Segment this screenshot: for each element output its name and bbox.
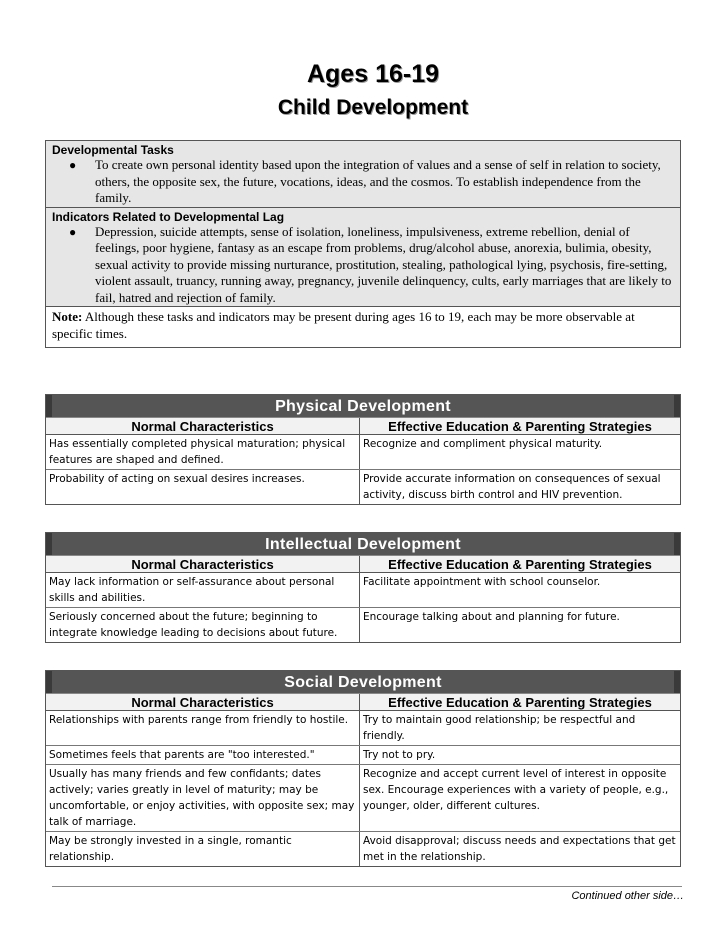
normal-cell: Seriously concerned about the future; beginning to integrate knowledge leading to decisions about future. [46,608,360,642]
column-header-row [46,418,680,435]
note [46,307,680,347]
developmental-tasks-text: To create own personal identity based upon the integration of values and a sense of self in relation to society, others, the opposite sex, the future, vocations, ideas, and the cosmos. To establish independence from the family. [95,157,661,205]
physical-development-table [45,394,681,505]
column-header-row [46,694,680,711]
bullet-icon: ● [69,224,77,239]
indicators-item [69,223,674,307]
developmental-tasks-heading: Developmental Tasks [52,143,174,157]
normal-characteristics-header: Normal Characteristics [46,556,360,572]
normal-characteristics-header: Normal Characteristics [46,418,360,434]
intellectual-heading: Intellectual Development [265,536,461,553]
strategy-cell: Facilitate appointment with school counselor. [363,576,601,588]
normal-characteristics-header: Normal Characteristics [46,694,360,710]
indicators-text: Depression, suicide attempts, sense of isolation, loneliness, impulsiveness, extreme rebellion, denial of feelings, poor hygiene, fantasy as an escape from problems, drug/alcohol abuse, anorexia, bulimia, obesity, sexual activity to provide missing nurturance, prostitution, stealing, pathological lying, psychosis, fire-setting, violent assault, truancy, running away, pregnancy, juvenile delinquency, cults, early marriages that are likely to fail, hatred and rejection of family. [95,223,672,305]
continued-note: Continued other side… [571,890,684,902]
normal-cell: May lack information or self-assurance about personal skills and abilities. [46,573,360,607]
indicators-heading: Indicators Related to Developmental Lag [52,209,285,224]
strategies-header: Effective Education & Parenting Strategies [388,695,652,710]
table-row [46,745,680,764]
normal-cell: May be strongly invested in a single, romantic relationship. [46,832,360,866]
physical-heading: Physical Development [275,398,451,415]
table-body [46,435,680,504]
intro-box [45,140,681,348]
page-title: Ages 16-19 [306,60,440,88]
developmental-tasks-section [46,141,680,208]
bullet-icon: ● [69,158,77,172]
normal-cell: Usually has many friends and few confidants; dates actively; varies greatly in level of maturity; may be uncomfortable, or enjoy activities, with opposite sex; may talk of marriage. [46,765,360,831]
strategy-cell: Try to maintain good relationship; be respectful and friendly. [363,714,636,742]
strategy-cell: Try not to pry. [363,749,436,761]
table-row [46,469,680,504]
table-row [46,764,680,831]
table-row [46,711,680,745]
note-text: Although these tasks and indicators may be present during ages 16 to 19, each may be more observable at specific times. [52,309,635,341]
column-header-row [46,556,680,573]
normal-cell: Relationships with parents range from friendly to hostile. [46,711,360,745]
developmental-tasks-item [69,157,674,207]
normal-cell: Probability of acting on sexual desires increases. [46,470,360,504]
note-label: Note: [52,309,83,324]
section-band [46,395,680,418]
strategy-cell: Avoid disapproval; discuss needs and expectations that get met in the relationship. [363,835,676,863]
intellectual-development-table [45,532,681,643]
strategy-cell: Provide accurate information on consequences of sexual activity, discuss birth control and HIV prevention. [363,473,661,501]
table-row [46,607,680,642]
normal-cell: Has essentially completed physical maturation; physical features are shaped and defined. [46,435,360,469]
strategies-header: Effective Education & Parenting Strategies [388,557,652,572]
strategy-cell: Encourage talking about and planning for future. [363,611,620,623]
indicators-section [46,208,680,308]
table-row [46,831,680,866]
strategies-header: Effective Education & Parenting Strategies [388,419,652,434]
social-development-table [45,670,681,867]
table-row [46,435,680,469]
strategy-cell: Recognize and accept current level of interest in opposite sex. Encourage experiences with a variety of people, e.g., younger, older, different cultures. [363,768,669,812]
section-band [46,533,680,556]
table-row [46,573,680,607]
normal-cell: Sometimes feels that parents are "too interested." [46,746,360,764]
footer-divider [52,886,682,887]
strategy-cell: Recognize and compliment physical maturity. [363,438,603,450]
table-body [46,711,680,866]
social-heading: Social Development [284,674,442,691]
page-subtitle: Child Development [277,96,469,119]
table-body [46,573,680,642]
section-band [46,671,680,694]
